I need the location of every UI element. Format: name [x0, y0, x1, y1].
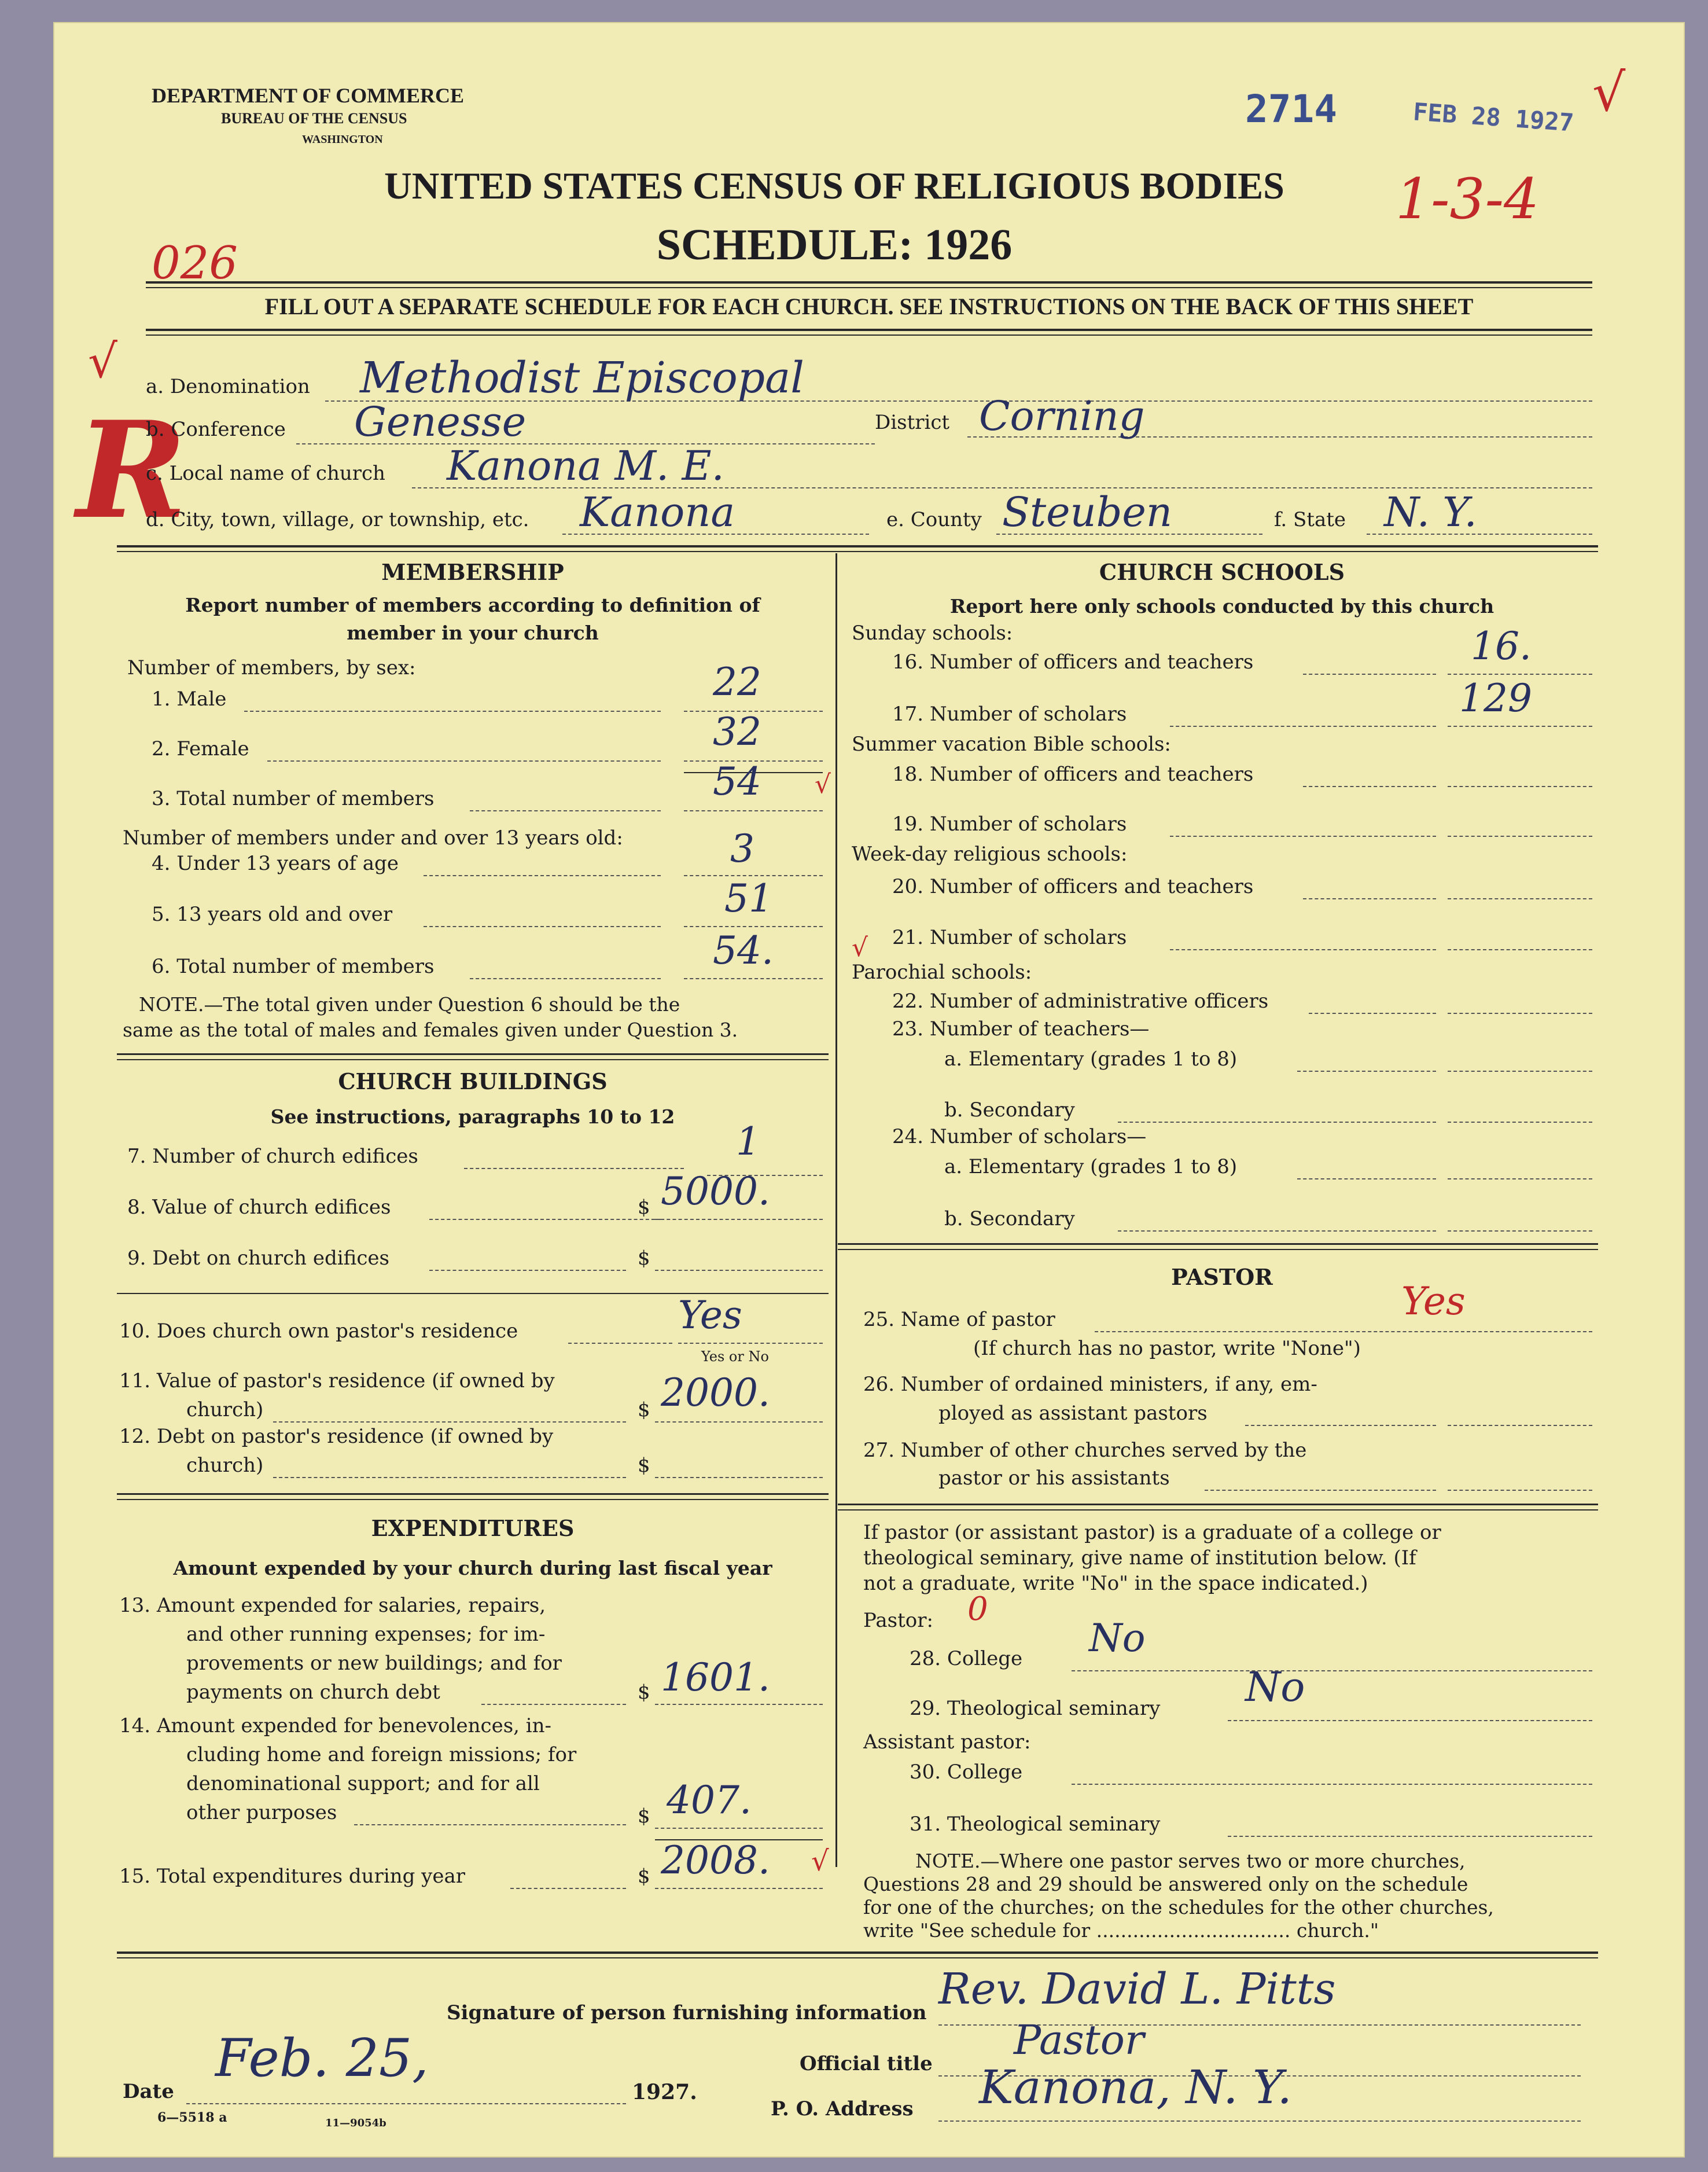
members-by-age-label: Number of members under and over 13 years old:: [123, 826, 623, 850]
schools-intro: Report here only schools conducted by this church: [949, 595, 1494, 618]
signature-value: Rev. David L. Pitts: [938, 1964, 1336, 2014]
q7-value: 1: [736, 1119, 760, 1164]
church-name-value: Kanona M. E.: [447, 442, 724, 490]
print-number: 11—9054b: [325, 2117, 386, 2129]
form-number: 6—5518 a: [157, 2110, 227, 2125]
pastor-note-3: for one of the churches; on the schedules for the other churches,: [863, 1896, 1494, 1919]
q18-label: 18. Number of officers and teachers: [892, 763, 1254, 786]
q13-line-1: 13. Amount expended for salaries, repairs,: [119, 1594, 546, 1617]
denomination-label: a. Denomination: [146, 375, 310, 398]
q12-dollar: $: [638, 1454, 650, 1477]
check-mark-denomination: √: [88, 335, 117, 388]
q14-line-4: other purposes: [186, 1801, 337, 1824]
q25-note: (If church has no pastor, write "None"): [973, 1337, 1361, 1360]
q30-label: 30. College: [910, 1761, 1023, 1784]
census-schedule-sheet: [53, 22, 1685, 2158]
q17-value: 129: [1459, 676, 1532, 721]
q25-value: Yes: [1401, 1279, 1466, 1324]
handwritten-code: 1-3-4: [1396, 167, 1540, 231]
membership-title: MEMBERSHIP: [381, 559, 564, 585]
q9-label: 9. Debt on church edifices: [127, 1247, 389, 1270]
state-label: f. State: [1274, 508, 1346, 531]
q11-label-1: 11. Value of pastor's residence (if owned by: [119, 1369, 555, 1392]
city-label: d. City, town, village, or township, etc.: [146, 508, 529, 531]
q1-label: 1. Male: [152, 688, 227, 711]
q24a-label: a. Elementary (grades 1 to 8): [944, 1155, 1238, 1178]
vacation-schools-label: Summer vacation Bible schools:: [852, 733, 1171, 756]
fill-out-instruction: FILL OUT A SEPARATE SCHEDULE FOR EACH CHURCH. SEE INSTRUCTIONS ON THE BACK OF THIS SHEET: [264, 293, 1474, 319]
district-value: Corning: [979, 392, 1145, 440]
q29-label: 29. Theological seminary: [910, 1697, 1161, 1720]
conference-label: b. Conference: [146, 418, 286, 441]
q6-value: 54.: [713, 928, 774, 973]
membership-note-1: NOTE.—The total given under Question 6 should be the: [139, 993, 680, 1016]
serial-number: 2714: [1245, 87, 1337, 131]
q2-value: 32: [713, 710, 761, 754]
conference-value: Genesse: [354, 398, 527, 446]
grad-instruction-3: not a graduate, write "No" in the space indicated.): [863, 1572, 1368, 1595]
q15-dollar: $: [638, 1865, 650, 1888]
q13-line-2: and other running expenses; for im-: [186, 1623, 546, 1646]
q28-value: No: [1089, 1616, 1146, 1660]
grad-instruction-1: If pastor (or assistant pastor) is a graduate of a college or: [863, 1521, 1441, 1544]
yes-or-no-caption: Yes or No: [701, 1348, 769, 1365]
q27-label-2: pastor or his assistants: [938, 1467, 1170, 1490]
q11-label-2: church): [186, 1398, 264, 1421]
pastor-subheading: Pastor:: [863, 1609, 933, 1632]
q15-value: 2008.: [661, 1838, 770, 1883]
date-label: Date: [123, 2080, 174, 2103]
q23a-label: a. Elementary (grades 1 to 8): [944, 1048, 1238, 1071]
q12-label-2: church): [186, 1454, 264, 1477]
q3-value: 54: [713, 759, 761, 804]
q13-dollar: $: [638, 1681, 650, 1704]
pastor-note-1: NOTE.—Where one pastor serves two or more churches,: [915, 1850, 1466, 1872]
state-value: N. Y.: [1384, 488, 1477, 536]
q4-value: 3: [730, 826, 754, 871]
schedule-title: SCHEDULE: 1926: [656, 220, 1013, 269]
membership-intro-2: member in your church: [347, 622, 599, 644]
q26-label-2: ployed as assistant pastors: [938, 1402, 1208, 1425]
q14-value: 407.: [667, 1778, 752, 1822]
q13-line-4: payments on church debt: [186, 1681, 440, 1704]
q25-label: 25. Name of pastor: [863, 1308, 1055, 1331]
denomination-value: Methodist Episcopal: [360, 353, 804, 403]
assistant-pastor-subheading: Assistant pastor:: [863, 1730, 1031, 1754]
q24b-label: b. Secondary: [944, 1207, 1075, 1230]
q16-value: 16.: [1471, 624, 1532, 668]
q10-value: Yes: [678, 1293, 742, 1337]
q5-label: 5. 13 years old and over: [152, 903, 393, 926]
q23-label: 23. Number of teachers—: [892, 1017, 1150, 1041]
city-heading: WASHINGTON: [302, 133, 383, 146]
q22-label: 22. Number of administrative officers: [892, 990, 1269, 1013]
official-title-value: Pastor: [1014, 2016, 1144, 2064]
q15-label: 15. Total expenditures during year: [119, 1865, 466, 1888]
q14-line-3: denominational support; and for all: [186, 1772, 540, 1795]
q11-value: 2000.: [661, 1370, 770, 1415]
q8-value: 5000.: [661, 1169, 770, 1214]
weekday-schools-label: Week-day religious schools:: [852, 843, 1128, 866]
q20-label: 20. Number of officers and teachers: [892, 875, 1254, 898]
q4-label: 4. Under 13 years of age: [152, 852, 399, 875]
q3-check: √: [815, 770, 831, 799]
q9-dollar: $: [638, 1247, 650, 1270]
membership-note-2: same as the total of males and females given under Question 3.: [123, 1019, 738, 1041]
expenditures-intro: Amount expended by your church during last fiscal year: [173, 1557, 772, 1579]
q10-label: 10. Does church own pastor's residence: [119, 1320, 518, 1343]
sunday-schools-label: Sunday schools:: [852, 622, 1013, 645]
q19-label: 19. Number of scholars: [892, 813, 1127, 836]
q24-label: 24. Number of scholars—: [892, 1125, 1147, 1148]
bureau-heading: BUREAU OF THE CENSUS: [221, 110, 407, 127]
pastor-note-2: Questions 28 and 29 should be answered only on the schedule: [863, 1873, 1468, 1895]
q31-label: 31. Theological seminary: [910, 1813, 1161, 1836]
q14-line-2: cluding home and foreign missions; for: [186, 1743, 577, 1766]
q7-label: 7. Number of church edifices: [127, 1145, 418, 1168]
q1-value: 22: [713, 660, 761, 704]
district-label: District: [875, 411, 950, 434]
q3-label: 3. Total number of members: [152, 787, 435, 810]
q8-label: 8. Value of church edifices: [127, 1196, 391, 1219]
q2-label: 2. Female: [152, 737, 249, 760]
expenditures-title: EXPENDITURES: [371, 1515, 575, 1541]
pastor-title: PASTOR: [1171, 1264, 1273, 1290]
q5-value: 51: [724, 876, 773, 921]
pastor-mark: 0: [967, 1590, 988, 1628]
church-name-label: c. Local name of church: [146, 462, 385, 485]
q21-label: 21. Number of scholars: [892, 926, 1127, 949]
q8-dollar: $: [638, 1196, 650, 1219]
q28-label: 28. College: [910, 1647, 1023, 1670]
q17-label: 17. Number of scholars: [892, 703, 1127, 726]
red-r-mark: R: [76, 392, 187, 549]
grad-instruction-2: theological seminary, give name of institution below. (If: [863, 1546, 1416, 1570]
membership-intro-1: Report number of members according to definition of: [185, 594, 760, 616]
buildings-title: CHURCH BUILDINGS: [338, 1068, 608, 1094]
q14-line-1: 14. Amount expended for benevolences, in-: [119, 1714, 552, 1737]
q12-label-1: 12. Debt on pastor's residence (if owned by: [119, 1425, 554, 1448]
q11-dollar: $: [638, 1398, 650, 1421]
official-title-label: Official title: [800, 2052, 933, 2075]
members-by-sex-label: Number of members, by sex:: [127, 656, 416, 679]
q16-label: 16. Number of officers and teachers: [892, 651, 1254, 674]
q29-value: No: [1245, 1663, 1305, 1711]
handwritten-number: 026: [152, 237, 238, 289]
q26-label-1: 26. Number of ordained ministers, if any, em-: [863, 1373, 1317, 1396]
date-value: Feb. 25,: [215, 2028, 429, 2089]
q15-check: √: [811, 1845, 829, 1877]
received-date-stamp: FEB 28 1927: [1412, 97, 1575, 137]
signature-label: Signature of person furnishing information: [447, 2001, 927, 2024]
county-value: Steuben: [1002, 488, 1172, 536]
po-address-label: P. O. Address: [771, 2097, 914, 2120]
county-label: e. County: [886, 508, 982, 531]
q13-line-3: provements or new buildings; and for: [186, 1652, 562, 1675]
q14-dollar: $: [638, 1805, 650, 1828]
q6-label: 6. Total number of members: [152, 955, 435, 978]
po-address-value: Kanona, N. Y.: [979, 2060, 1292, 2114]
q6-check: √: [852, 933, 868, 962]
q23b-label: b. Secondary: [944, 1098, 1075, 1122]
check-mark: √: [1592, 63, 1626, 123]
page-title: UNITED STATES CENSUS OF RELIGIOUS BODIES: [384, 165, 1284, 207]
dept-heading: DEPARTMENT OF COMMERCE: [152, 84, 465, 107]
parochial-schools-label: Parochial schools:: [852, 961, 1032, 984]
pastor-note-4: write "See schedule for ................................ church.": [863, 1919, 1379, 1942]
schools-title: CHURCH SCHOOLS: [1099, 559, 1345, 585]
q27-label-1: 27. Number of other churches served by the: [863, 1439, 1307, 1462]
buildings-intro: See instructions, paragraphs 10 to 12: [270, 1105, 675, 1128]
city-value: Kanona: [580, 488, 735, 536]
q13-value: 1601.: [661, 1655, 770, 1700]
date-year: 1927.: [632, 2080, 697, 2104]
